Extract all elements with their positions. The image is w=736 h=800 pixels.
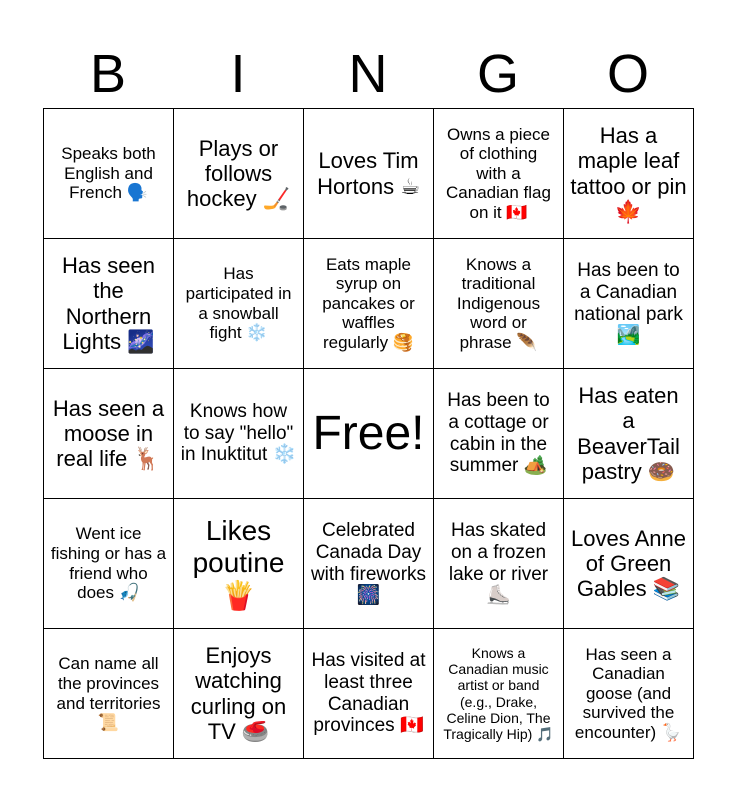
bingo-cell-3-1[interactable] — [44, 369, 174, 499]
cell-text: Has visited at least three Canadian provinces 🇨🇦 — [311, 649, 426, 737]
bingo-cell-2-4[interactable] — [434, 239, 564, 369]
cell-text: Speaks both English and French 🗣️ — [61, 144, 156, 203]
header-letter-g: G — [476, 44, 519, 104]
bingo-cell-1-2[interactable] — [174, 109, 304, 239]
bingo-cell-2-3[interactable] — [304, 239, 434, 369]
bingo-cell-5-4[interactable] — [434, 629, 564, 759]
cell-text: Has seen the Northern Lights 🌌 — [62, 252, 155, 354]
cell-text: Has been to a Canadian national park 🏞️ — [574, 259, 683, 347]
bingo-cell-1-1[interactable] — [44, 109, 174, 239]
bingo-cell-4-2[interactable] — [174, 499, 304, 629]
cell-text: Has skated on a frozen lake or river ⛸️ — [448, 519, 549, 607]
cell-text: Went ice fishing or has a friend who does 🎣 — [50, 524, 167, 603]
cell-text: Knows how to say "hello" in Inuktitut ❄️ — [180, 400, 297, 466]
bingo-cell-1-5[interactable] — [564, 109, 694, 239]
cell-text: Loves Anne of Green Gables 📚 — [571, 525, 686, 602]
cell-text: Has seen a Canadian goose (and survived the encounter) 🪿 — [574, 644, 683, 742]
bingo-cell-4-1[interactable] — [44, 499, 174, 629]
cell-text: Knows a traditional Indigenous word or phrase 🪶 — [456, 254, 541, 352]
header-letter-i: I — [230, 44, 246, 104]
bingo-cell-3-5[interactable] — [564, 369, 694, 499]
cell-text: Has seen a moose in real life 🦌 — [52, 395, 165, 472]
bingo-cell-4-5[interactable] — [564, 499, 694, 629]
bingo-cell-1-3[interactable] — [304, 109, 434, 239]
bingo-cell-4-4[interactable] — [434, 499, 564, 629]
bingo-cell-2-5[interactable] — [564, 239, 694, 369]
header-letter-o: O — [606, 44, 649, 104]
bingo-cell-3-4[interactable] — [434, 369, 564, 499]
cell-text: Owns a piece of clothing with a Canadian flag on it 🇨🇦 — [446, 124, 551, 222]
bingo-cell-4-3[interactable] — [304, 499, 434, 629]
bingo-cell-5-5[interactable] — [564, 629, 694, 759]
cell-text: Has participated in a snowball fight ❄️ — [185, 264, 292, 343]
free-space-label: Free! — [312, 406, 425, 460]
cell-text: Can name all the provinces and territories 📜 — [56, 654, 161, 733]
bingo-cell-5-2[interactable] — [174, 629, 304, 759]
bingo-cell-5-1[interactable] — [44, 629, 174, 759]
bingo-cell-2-2[interactable] — [174, 239, 304, 369]
cell-text: Plays or follows hockey 🏒 — [186, 135, 291, 212]
bingo-header — [43, 40, 693, 108]
bingo-cell-3-2[interactable] — [174, 369, 304, 499]
cell-text: Loves Tim Hortons ☕ — [317, 148, 420, 199]
bingo-cell-2-1[interactable] — [44, 239, 174, 369]
cell-text: Knows a Canadian music artist or band (e.g., Drake, Celine Dion, The Tragically Hip) 🎵 — [443, 645, 554, 742]
bingo-cell-5-3[interactable] — [304, 629, 434, 759]
cell-text: Eats maple syrup on pancakes or waffles regularly 🥞 — [322, 254, 415, 352]
header-letter-b: B — [89, 44, 127, 104]
cell-text: Celebrated Canada Day with fireworks 🎆 — [310, 519, 427, 607]
cell-text: Enjoys watching curling on TV 🥌 — [190, 642, 287, 744]
cell-text: Has a maple leaf tattoo or pin 🍁 — [570, 122, 687, 224]
bingo-cell-3-3-free[interactable] — [304, 369, 434, 499]
bingo-cell-1-4[interactable] — [434, 109, 564, 239]
cell-text: Has eaten a BeaverTail pastry 🍩 — [577, 382, 680, 484]
bingo-board — [43, 108, 694, 759]
cell-text: Has been to a cottage or cabin in the summer 🏕️ — [447, 389, 550, 477]
header-letter-n: N — [348, 44, 388, 104]
cell-text: Likes poutine 🍟 — [192, 515, 285, 611]
